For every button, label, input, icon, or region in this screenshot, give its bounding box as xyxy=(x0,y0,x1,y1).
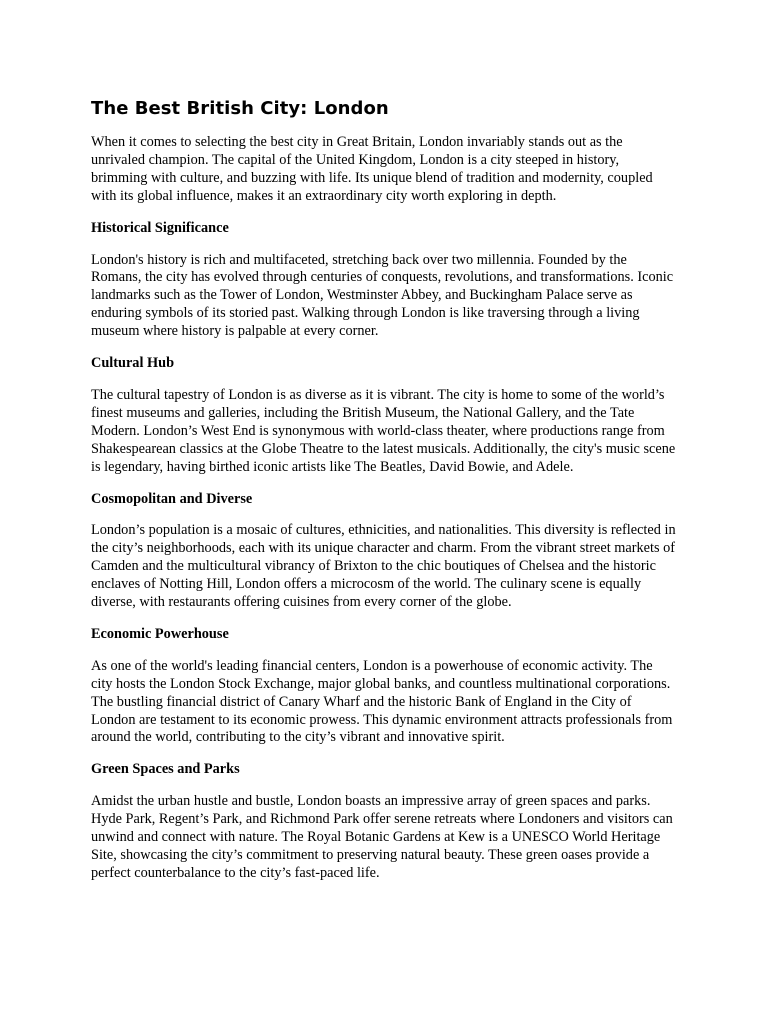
paragraph-cultural-hub: The cultural tapestry of London is as diverse as it is vibrant. The city is home to some of the world’s finest museums and galleries, including the British Museum, the National Gallery, and the Tate Modern. London’s West End is synonymous with world-class theater, where productions range from Shakespearean classics at the Globe Theatre to the latest musicals. Additionally, the city's music scene is legendary, having birthed iconic artists like The Beatles, David Bowie, and Adele. xyxy=(91,386,676,475)
intro-paragraph: When it comes to selecting the best city in Great Britain, London invariably stands out as the unrivaled champion. The capital of the United Kingdom, London is a city steeped in history, brimming with culture, and buzzing with life. Its unique blend of tradition and modernity, coupled with its global influence, makes it an extraordinary city worth exploring in depth. xyxy=(91,134,653,204)
paragraph-green-spaces-and-parks: Amidst the urban hustle and bustle, London boasts an impressive array of green spaces and parks. Hyde Park, Regent’s Park, and Richmond Park offer serene retreats where Londoners and visitors can unwind and connect with nature. The Royal Botanic Gardens at Kew is a UNESCO World Heritage Site, showcasing the city’s commitment to preserving natural beauty. These green oases provide a perfect counterbalance to the city’s fast-paced life. xyxy=(91,793,673,881)
heading-historical-significance: Historical Significance xyxy=(91,219,229,236)
heading-cosmopolitan-and-diverse: Cosmopolitan and Diverse xyxy=(91,490,253,507)
paragraph-cosmopolitan-and-diverse: London’s population is a mosaic of cultures, ethnicities, and nationalities. This diversity is reflected in the city’s neighborhoods, each with its unique character and charm. From the vibrant street markets of Camden and the multicultural vibrancy of Brixton to the chic boutiques of Chelsea and the historic enclaves of Notting Hill, London offers a microcosm of the world. The culinary scene is equally diverse, with restaurants offering cuisines from every corner of the globe. xyxy=(91,522,676,611)
document-page xyxy=(91,97,677,897)
paragraph-economic-powerhouse: As one of the world's leading financial centers, London is a powerhouse of economic activity. The city hosts the London Stock Exchange, major global banks, and countless multinational corporations. The bustling financial district of Canary Wharf and the historic Bank of England in the City of London are testament to its economic prowess. This dynamic environment attracts professionals from around the world, contributing to the city’s vibrant and innovative spirit. xyxy=(91,657,673,746)
heading-green-spaces-and-parks: Green Spaces and Parks xyxy=(91,761,240,778)
document-title: The Best British City: London xyxy=(91,98,389,119)
heading-economic-powerhouse: Economic Powerhouse xyxy=(91,625,229,642)
paragraph-historical-significance: London's history is rich and multifaceted, stretching back over two millennia. Founded by the Romans, the city has evolved through centuries of conquests, revolutions, and transformations. Iconic landmarks such as the Tower of London, Westminster Abbey, and Buckingham Palace serve as enduring symbols of its storied past. Walking through London is like traversing through a living museum where history is palpable at every corner. xyxy=(91,251,674,340)
heading-cultural-hub: Cultural Hub xyxy=(91,355,175,372)
